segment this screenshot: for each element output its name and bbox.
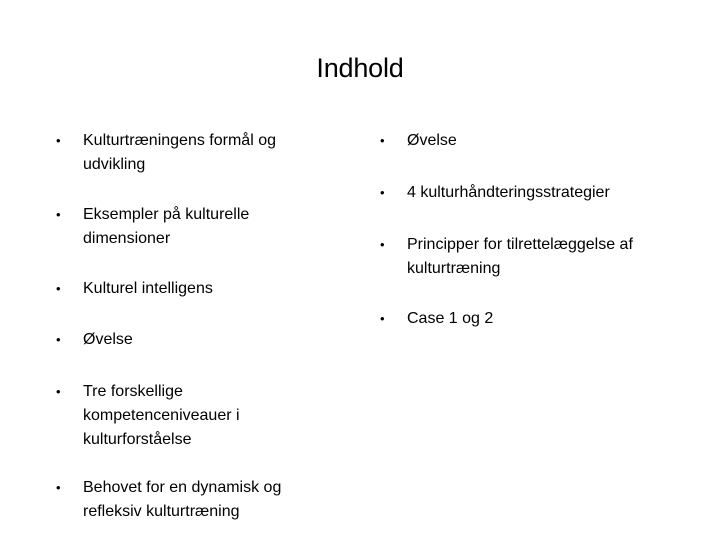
list-item-text: Øvelse: [83, 331, 133, 348]
list-item-text: Eksempler på kulturelle dimensioner: [83, 206, 250, 247]
bullet-icon: •: [56, 332, 61, 347]
bullet-icon: •: [56, 480, 61, 495]
list-item-text: 4 kulturhåndteringsstrategier: [407, 184, 610, 201]
list-item-text: Kulturel intelligens: [83, 280, 213, 297]
left-bullet-list: [56, 129, 346, 529]
list-item-text: Tre forskellige kompetenceniveauer i kulturforståelse: [83, 383, 240, 448]
list-item-text: Principper for tilrettelæggelse af kulturtræning: [407, 236, 633, 277]
bullet-icon: •: [380, 311, 385, 326]
list-item-text: Kulturtræningens formål og udvikling: [83, 132, 276, 173]
slide-title: Indhold: [316, 53, 404, 83]
bullet-icon: •: [56, 207, 61, 222]
right-bullet-list: [380, 129, 710, 349]
bullet-icon: •: [56, 281, 61, 296]
list-item-text: Behovet for en dynamisk og refleksiv kulturtræning: [83, 479, 282, 520]
bullet-icon: •: [380, 133, 385, 148]
list-item-text: Case 1 og 2: [407, 310, 494, 327]
bullet-icon: •: [380, 237, 385, 252]
list-item-text: Øvelse: [407, 132, 457, 149]
bullet-icon: •: [56, 133, 61, 148]
bullet-icon: •: [56, 384, 61, 399]
bullet-icon: •: [380, 185, 385, 200]
